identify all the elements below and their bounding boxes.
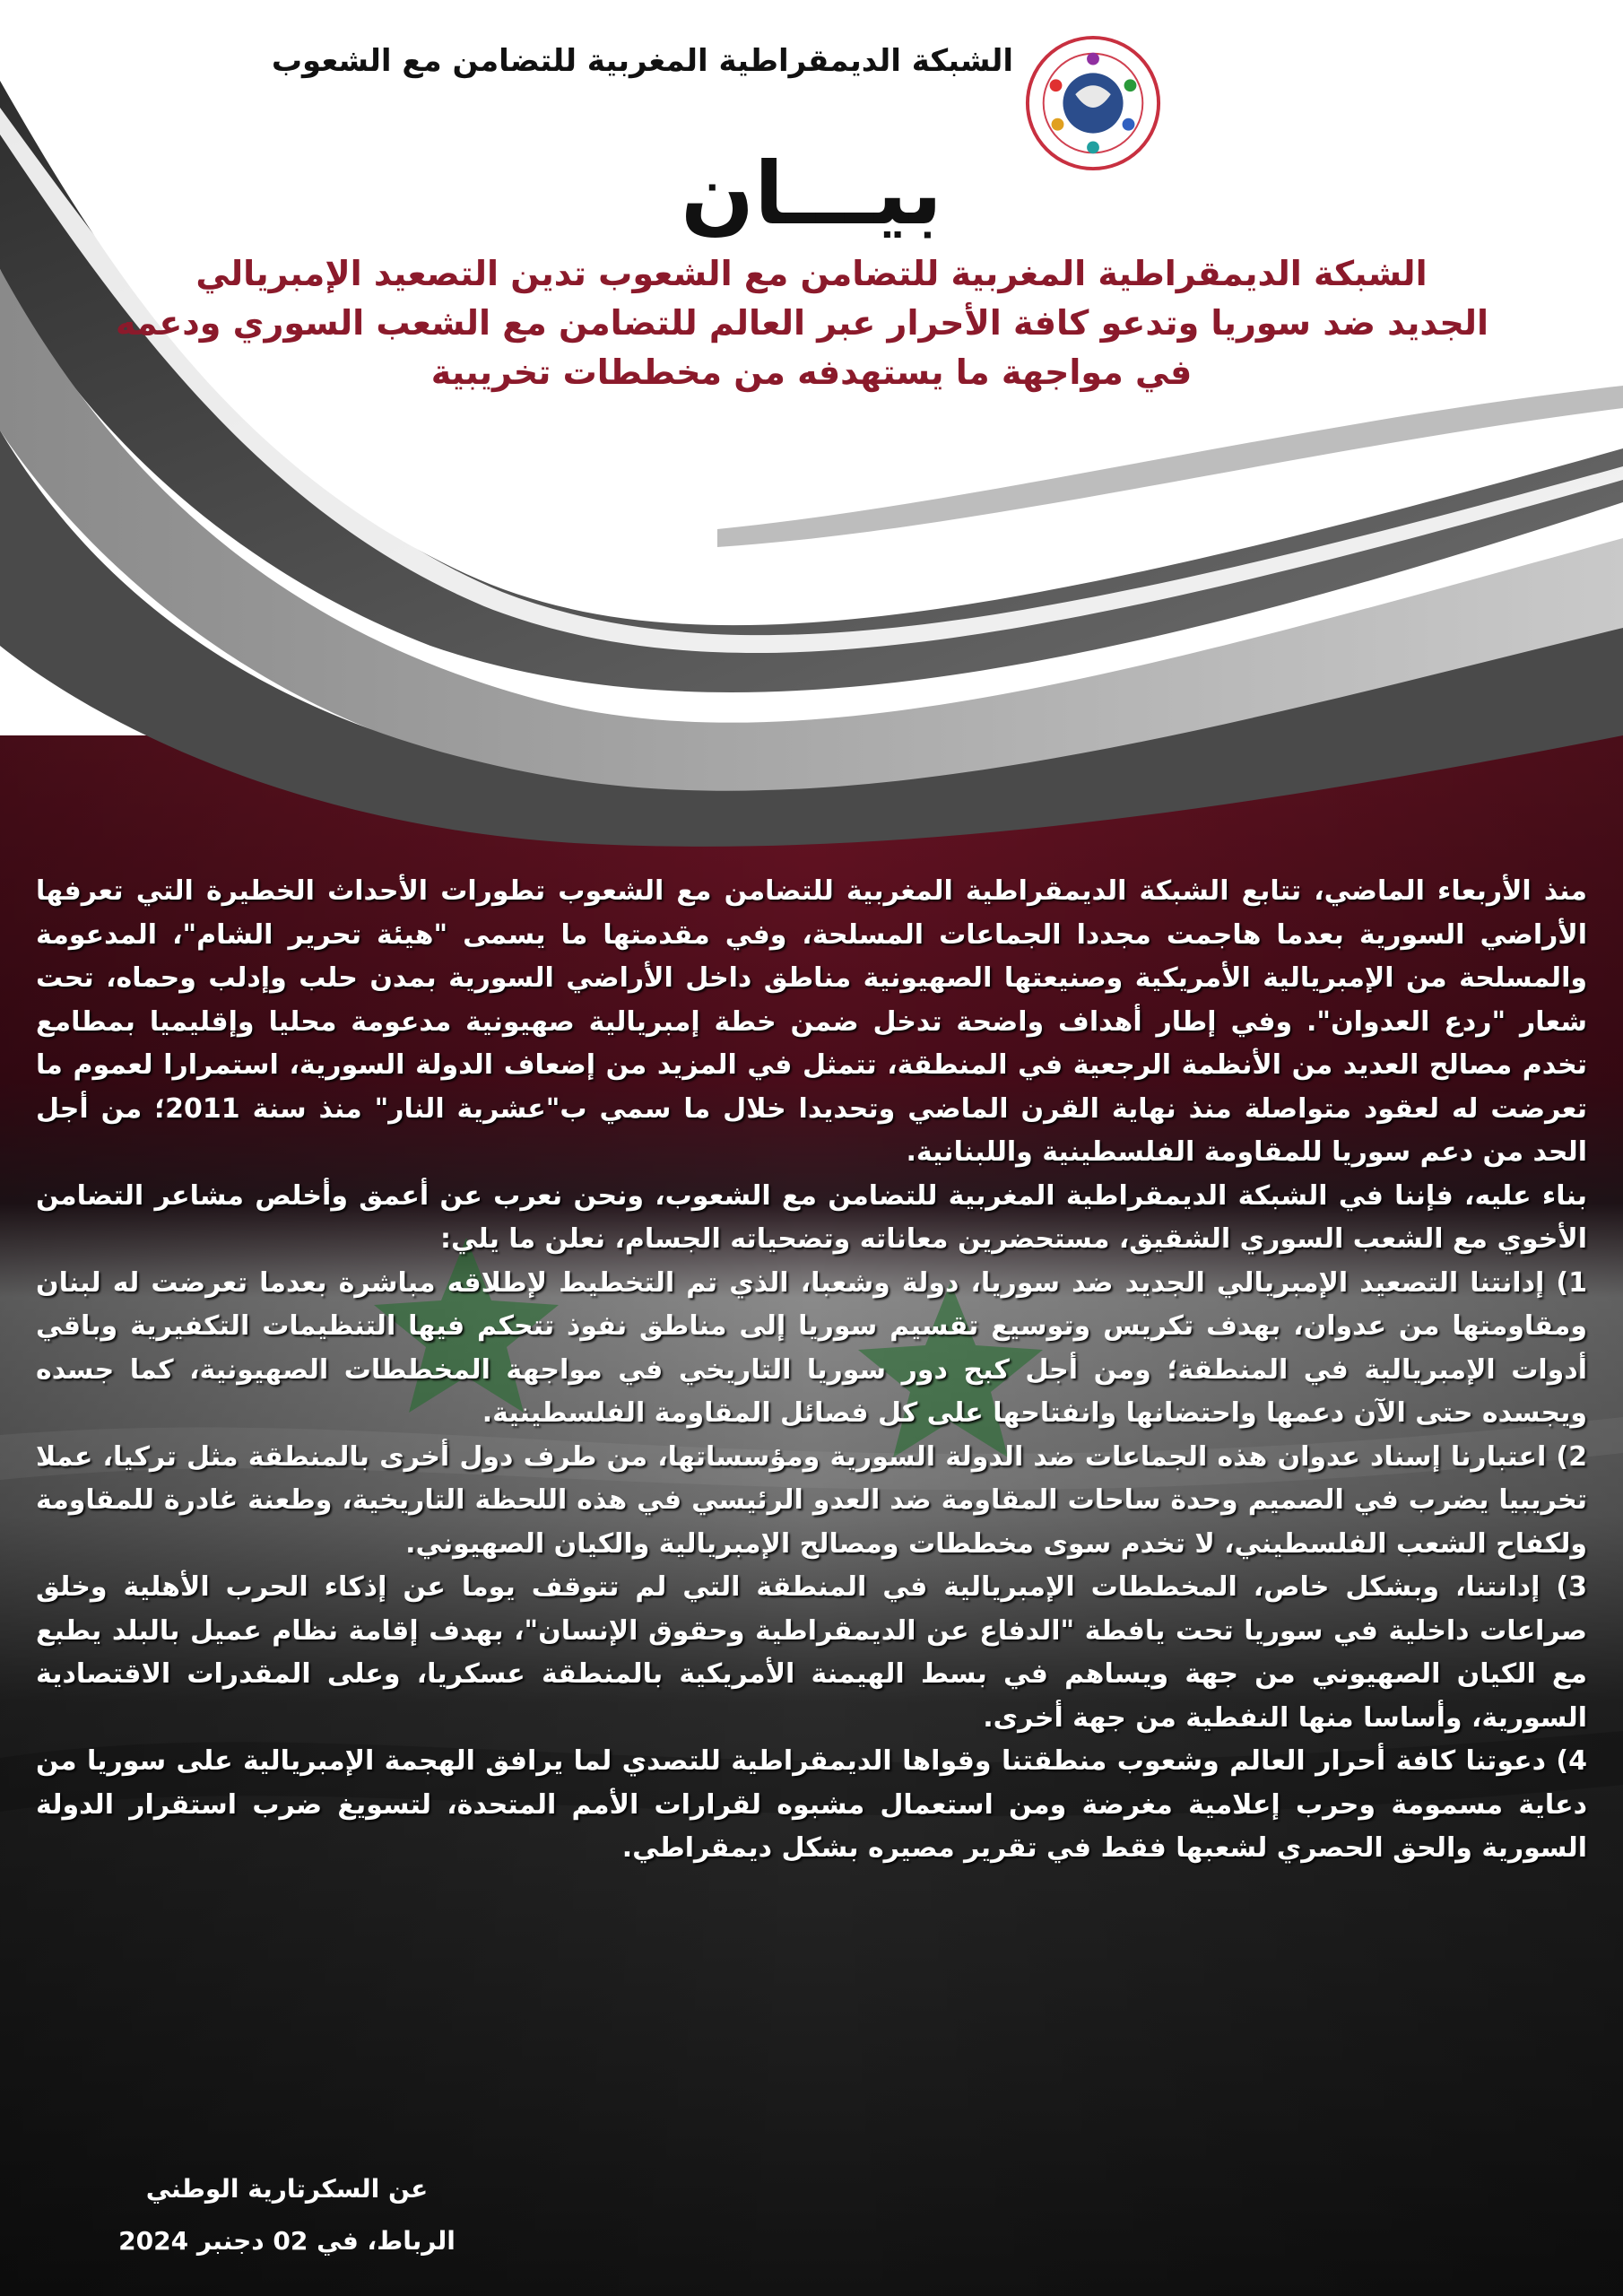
declaration-paragraph: بناء عليه، فإننا في الشبكة الديمقراطية المغربية للتضامن مع الشعوب، ونحن نعرب عن أعمق وأخلص مشاعر التضامن الأخوي مع الشعب السوري الشقيق، مستحضرين معاناته وتضحياته الجسام، نعلن ما يلي: <box>36 1179 1587 1255</box>
statement-headline <box>115 249 1488 397</box>
statement-title: بيـــان <box>681 144 942 244</box>
statement-body <box>36 870 1587 1871</box>
headline-line: الجديد ضد سوريا وتدعو كافة الأحرار عبر العالم للتضامن مع الشعب السوري ودعمه <box>115 303 1488 343</box>
headline-line: الشبكة الديمقراطية المغربية للتضامن مع الشعوب تدين التصعيد الإمبريالي <box>195 254 1428 293</box>
point-2-paragraph: 2) اعتبارنا إسناد عدوان هذه الجماعات ضد الدولة السورية ومؤسساتها، من طرف دول أخرى بالمنطقة مثل تركيا، عملا تخريبيا يضرب في الصميم وحدة ساحات المقاومة ضد العدو الرئيسي في هذه اللحظة التاريخية، وطعنة غادرة للمقاومة ولكفاح الشعب الفلسطيني، لا تخدم سوى مخططات ومصالح الإمبريالية والكيان الصهيوني. <box>36 1440 1587 1560</box>
signature-block <box>117 2163 457 2267</box>
intro-paragraph: منذ الأربعاء الماضي، تتابع الشبكة الديمقراطية المغربية للتضامن مع الشعوب تطورات الأحداث الخطيرة التي تعرفها الأراضي السورية بعدما هاجمت مجددا الجماعات المسلحة، وفي مقدمتها ما يسمى "هيئة تحرير الشام"، المدعومة والمسلحة من الإمبريالية الأمريكية وصنيعتها الصهيونية مناطق داخل الأراضي السورية بمدن حلب وإدلب وحماه، تحت شعار "ردع العدوان". وفي إطار أهداف واضحة تدخل ضمن خطة إمبريالية صهيونية مدعومة محليا وإقليميا بمطامع تخدم مصالح العديد من الأنظمة الرجعية في المنطقة، تتمثل في المزيد من إضعاف الدولة السورية، استمرارا لعموم ما تعرضت له لعقود متواصلة منذ نهاية القرن الماضي وتحديدا خلال ما سمي ب"عشرية النار" منذ سنة 2011؛ من أجل الحد من دعم سوريا للمقاومة الفلسطينية واللبنانية. <box>36 875 1587 1168</box>
organization-name: الشبكة الديمقراطية المغربية للتضامن مع الشعوب <box>271 43 1013 79</box>
signature-line: عن السكرتارية الوطني <box>145 2174 429 2204</box>
point-4-paragraph: 4) دعوتنا كافة أحرار العالم وشعوب منطقتنا وقواها الديمقراطية للتصدي لما يرافق الهجمة الإمبريالية على سوريا من دعاية مسمومة وحرب إعلامية مغرضة ومن استعمال مشبوه لقرارات الأمم المتحدة، لتسويغ ضرب استقرار الدولة السورية والحق الحصري لشعبها فقط في تقرير مصيره بشكل ديمقراطي. <box>36 1745 1587 1864</box>
point-1-paragraph: 1) إدانتنا التصعيد الإمبريالي الجديد ضد سوريا، دولة وشعبا، الذي تم التخطيط لإطلاقه مباشرة بعدما تعرضت له لبنان ومقاومتها من عدوان، بهدف تكريس وتوسيع تقسيم سوريا إلى مناطق نفوذ تتحكم فيها التنظيمات التكفيرية وباقي أدوات الإمبريالية في المنطقة؛ ومن أجل كبح دور سوريا التاريخي في مواجهة المخططات الصهيونية، كما جسده ويجسده حتى الآن دعمها واحتضانها وانفتاحها على كل فصائل المقاومة الفلسطينية. <box>36 1266 1587 1429</box>
date-line: الرباط، في 02 دجنبر 2024 <box>118 2226 456 2256</box>
headline-line: في مواجهة ما يستهدفه من مخططات تخريبية <box>430 352 1193 392</box>
point-3-paragraph: 3) إدانتنا، وبشكل خاص، المخططات الإمبريالية في المنطقة التي لم تتوقف يوما عن إذكاء الحرب الأهلية وخلق صراعات داخلية في سوريا تحت يافطة "الدفاع عن الديمقراطية وحقوق الإنسان"، بهدف إقامة نظام عميل بالبلد يطبع مع الكيان الصهيوني من جهة ويساهم في بسط الهيمنة الأمريكية بالمنطقة عسكريا، وعلى المقدرات الاقتصادية السورية، وأساسا منها النفطية من جهة أخرى. <box>36 1571 1587 1734</box>
